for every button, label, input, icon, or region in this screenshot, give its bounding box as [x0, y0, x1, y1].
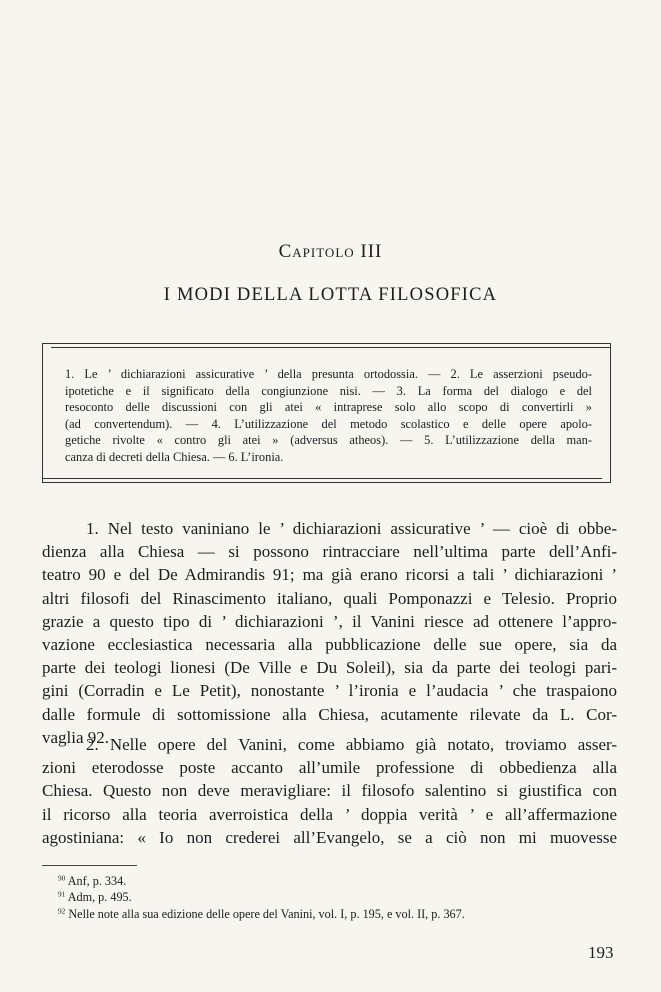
footnote-number: 91: [58, 890, 66, 900]
text-line: grazie a questo tipo di ’ dichiarazioni ’, il Vanini riesce ad ottenere l’appro-: [42, 611, 617, 631]
paragraph-1: [42, 517, 617, 749]
summary-line: canza di decreti della Chiesa. — 6. L’ironia.: [65, 449, 284, 464]
summary-rule-bottom: [42, 478, 602, 479]
footnote-number: 92: [58, 906, 66, 916]
chapter-summary: [65, 366, 592, 466]
summary-line: resoconto delle discussioni con gli atei « intraprese solo allo scopo di convertirli »: [65, 400, 592, 415]
text-line: vaglia 92.: [42, 727, 110, 747]
footnote-number: 90: [58, 873, 66, 883]
summary-line: getiche rivolte « contro gli atei » (adversus atheos). — 5. L’utilizzazione della man-: [65, 433, 592, 448]
chapter-number: Capitolo III: [278, 241, 383, 262]
footnote-text: Anf, p. 334.: [67, 874, 127, 888]
footnote-text: Adm, p. 495.: [67, 890, 132, 905]
page-number: 193: [588, 943, 614, 962]
text-line: il ricorso alla teoria averroistica della ’ doppia verità ’ e all’affermazione: [42, 804, 617, 824]
text-line: altri filosofi del Rinascimento italiano, quali Pomponazzi e Telesio. Proprio: [42, 588, 617, 608]
text-line: 2. Nelle opere del Vanini, come abbiamo già notato, troviamo asser-: [86, 735, 617, 754]
text-line: 1. Nel testo vaniniano le ’ dichiarazioni assicurative ’ — cioè di obbe-: [86, 519, 617, 538]
footnotes: [58, 873, 618, 922]
text-line: teatro 90 e del De Admirandis 91; ma già erano ricorsi a tali ’ dichiarazioni ’: [42, 565, 617, 585]
text-line: gini (Corradin e Le Petit), nonostante ’ l’ironia e l’audacia ’ che traspaiono: [42, 681, 617, 701]
summary-rule-top: [51, 347, 611, 348]
summary-line: (ad convertendum). — 4. L’utilizzazione del metodo scolastico e delle opere apolo-: [65, 416, 592, 431]
text-line: dienza alla Chiesa — si possono rintracciare nell’ultima parte dell’Anfi-: [42, 542, 617, 562]
footnote: [58, 889, 618, 905]
text-line: agostiniana: « Io non crederei all’Evangelo, se a ciò non mi muovesse: [42, 827, 617, 847]
footnote: [58, 873, 618, 889]
summary-line: 1. Le ’ dichiarazioni assicurative ’ della presunta ortodossia. — 2. Le asserzioni pseudo-: [65, 367, 592, 381]
footnote: [58, 906, 618, 922]
footnote-separator: [42, 865, 137, 866]
text-line: dalle formule di sottomissione alla Chiesa, acutamente rilevate da L. Cor-: [42, 704, 617, 724]
text-line: vazione ecclesiastica necessaria alla pubblicazione delle sue opere, sia da: [42, 635, 617, 655]
chapter-summary-box: [42, 343, 611, 483]
text-line: zioni eterodosse poste accanto all’umile professione di obbedienza alla: [42, 758, 617, 778]
text-line: parte dei teologi lionesi (De Ville e Du Soleil), sia da parte dei teologi pari-: [42, 658, 617, 678]
summary-line: ipotetiche e il significato della congiunzione nisi. — 3. La forma del dialogo e del: [65, 383, 592, 398]
footnote-text: Nelle note alla sua edizione delle opere del Vanini, vol. I, p. 195, e vol. II, p. 367.: [68, 906, 465, 921]
chapter-title: I MODI DELLA LOTTA FILOSOFICA: [163, 285, 498, 305]
paragraph-2: [42, 733, 617, 849]
text-line: Chiesa. Questo non deve meravigliare: il filosofo salentino si giustifica con: [42, 781, 617, 801]
